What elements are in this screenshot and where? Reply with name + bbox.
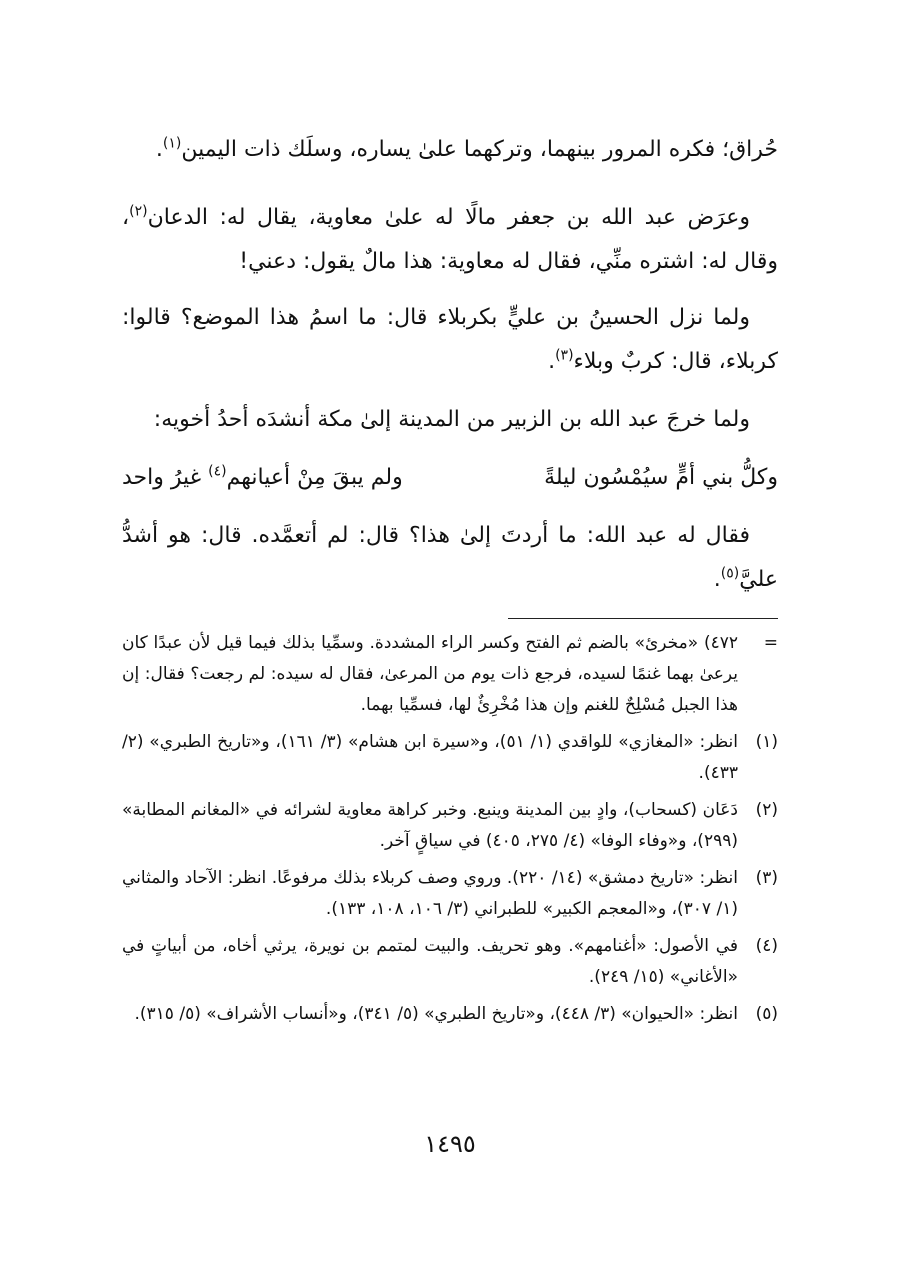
paragraph-5 xyxy=(122,514,778,602)
footnote-ref-5: (٥) xyxy=(720,565,740,582)
page-number: ١٤٩٥ xyxy=(424,1130,476,1158)
footnotes xyxy=(122,628,778,1036)
footnote-ref-3: (٣) xyxy=(555,347,574,364)
footnote-separator xyxy=(508,618,778,619)
footnote-marker: (٥) xyxy=(755,1004,778,1024)
footnote-marker: (٤) xyxy=(755,936,778,956)
paragraph-2-text-a: وعرَض عبد الله بن جعفر مالًا له علىٰ معاوية، يقال له: الدعان xyxy=(147,205,750,230)
verse-first-hemistich: وكلُّ بني أمٍّ سيُمْسُون ليلةً xyxy=(544,465,778,490)
paragraph-4-text: ولما خرجَ عبد الله بن الزبير من المدينة إلىٰ مكة أنشدَه أحدُ أخويه: xyxy=(153,407,750,432)
footnote-5 xyxy=(122,999,778,1030)
verse-second-hemistich-b: غيرُ واحد xyxy=(122,465,209,490)
paragraph-1 xyxy=(122,128,778,172)
paragraph-4 xyxy=(122,398,778,442)
footnote-marker: (٢) xyxy=(755,800,778,820)
paragraph-3 xyxy=(122,296,778,384)
paragraph-2 xyxy=(122,196,778,284)
poetry-verse xyxy=(122,456,778,500)
footnote-text: انظر: «الحيوان» (٣/ ٤٤٨)، و«تاريخ الطبري» (٥/ ٣٤١)، و«أنساب الأشراف» (٥/ ٣١٥). xyxy=(134,1004,738,1024)
footnote-text: دَعَان (كسحاب)، وادٍ بين المدينة وينبع. وخبر كراهة معاوية لشرائه في «المغانم المطابة» (٢٩٩)، و«وفاء الوفا» (٤/ ٢٧٥، ٤٠٥) في سياقٍ آخر. xyxy=(122,800,738,851)
footnote-3 xyxy=(122,863,778,925)
paragraph-1-text: حُراق؛ فكره المرور بينهما، وتركهما علىٰ يساره، وسلَك ذات اليمين xyxy=(181,137,778,162)
footnote-1 xyxy=(122,727,778,789)
footnote-4 xyxy=(122,931,778,993)
footnote-marker: (٣) xyxy=(755,868,778,888)
paragraph-2-text-b: ، وقال له: اشتره منِّي، فقال له معاوية: هذا مالٌ يقول: دعني! xyxy=(122,205,778,274)
footnote-continued xyxy=(122,628,778,721)
footnote-2 xyxy=(122,795,778,857)
footnote-ref-2: (٢) xyxy=(129,203,148,220)
footnote-ref-1: (١) xyxy=(162,135,182,152)
footnote-text: في الأصول: «أغنامهم». وهو تحريف. والبيت لمتمم بن نويرة، يرثي أخاه، من أبياتٍ في «الأغاني» (١٥/ ٢٤٩). xyxy=(122,936,738,987)
footnote-text: ٤٧٢) «مخرئ» بالضم ثم الفتح وكسر الراء المشددة. وسمِّيا بذلك فيما قيل لأن عبدًا كان يرعىٰ بهما غنمًا لسيده، فرجع ذات يوم من المرعىٰ، فقال له سيده: لم رجعت؟ فقال: إن هذا الجبل مُسْلِحٌ للغنم وإن هذا مُخْرِئٌ لها، فسمِّيا بهما. xyxy=(122,633,738,715)
paragraph-3-tail: . xyxy=(548,349,556,374)
verse-second-hemistich-a: ولم يبقَ مِنْ أعيانهم xyxy=(226,465,403,490)
paragraph-5-tail: . xyxy=(713,567,721,592)
footnote-text: انظر: «المغازي» للواقدي (١/ ٥١)، و«سيرة ابن هشام» (٣/ ١٦١)، و«تاريخ الطبري» (٢/ ٤٣٣). xyxy=(122,732,738,783)
footnote-marker: (١) xyxy=(755,732,778,752)
verse-second-hemistich xyxy=(122,456,403,500)
footnote-ref-4: (٤) xyxy=(208,463,227,480)
paragraph-3-text: ولما نزل الحسينُ بن عليٍّ بكربلاء قال: ما اسمُ هذا الموضع؟ قالوا: كربلاء، قال: كربٌ وبلاء xyxy=(122,305,778,374)
paragraph-1-tail: . xyxy=(155,137,163,162)
paragraph-5-text: فقال له عبد الله: ما أردتَ إلىٰ هذا؟ قال: لم أتعمَّده. قال: هو أشدُّ عليَّ xyxy=(122,523,778,592)
footnote-text: انظر: «تاريخ دمشق» (١٤/ ٢٢٠). وروي وصف كربلاء بذلك مرفوعًا. انظر: الآحاد والمثاني (١/ ٣٠٧)، و«المعجم الكبير» للطبراني (٣/ ١٠٦، ١٠٨، ١٣٣). xyxy=(122,868,739,919)
footnote-marker: = xyxy=(763,633,778,653)
